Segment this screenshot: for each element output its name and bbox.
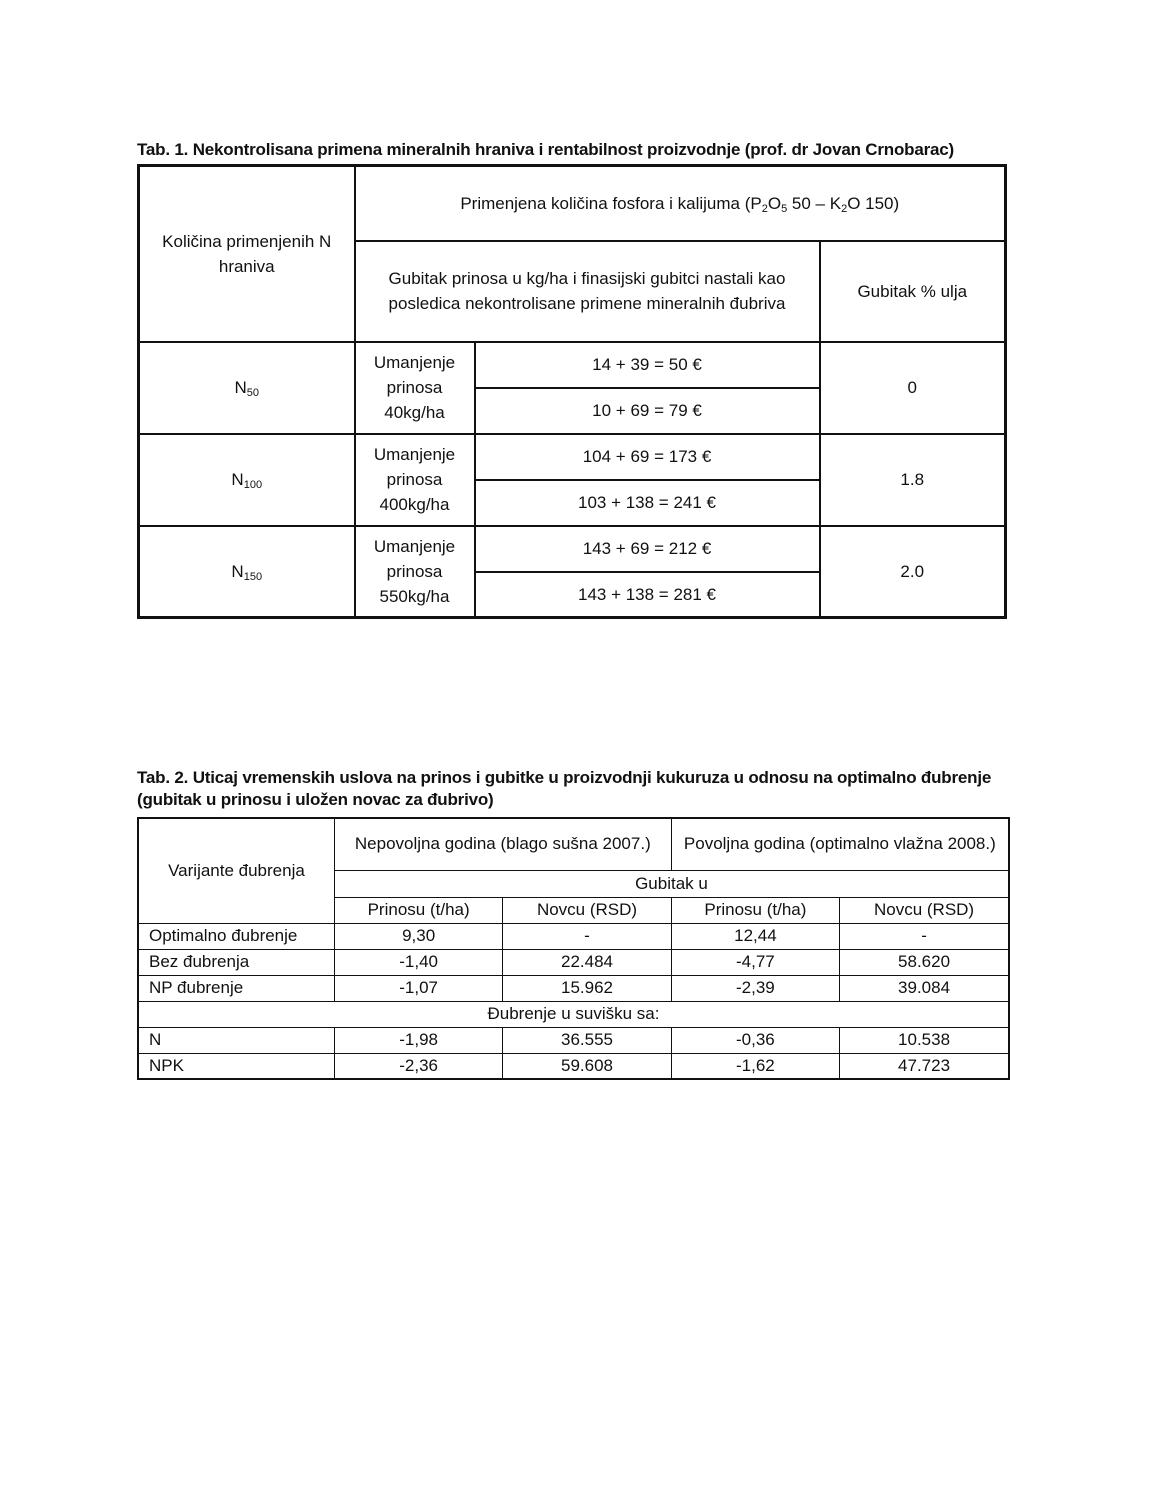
table-row — [138, 975, 1009, 1001]
header-money: Novcu (RSD) — [503, 897, 671, 923]
row-oil-loss: 2.0 — [820, 526, 1006, 618]
row-calc: 104 + 69 = 173 € — [475, 434, 820, 480]
cell-yield-2008: -2,39 — [671, 975, 839, 1001]
row-label: NPK — [138, 1053, 334, 1079]
cell-yield-2008: -1,62 — [671, 1053, 839, 1079]
cell-yield-2007: -1,07 — [334, 975, 502, 1001]
row-calc: 10 + 69 = 79 € — [475, 388, 820, 434]
cell-money-2007: 15.962 — [503, 975, 671, 1001]
header-year-2008: Povoljna godina (optimalno vlažna 2008.) — [671, 818, 1009, 870]
header-oil-loss: Gubitak % ulja — [820, 241, 1006, 342]
cell-money-2007: - — [503, 923, 671, 949]
table-row — [138, 1053, 1009, 1079]
cell-money-2007: 22.484 — [503, 949, 671, 975]
header-n-quantity: Količina primenjenih N hraniva — [139, 166, 355, 342]
header-loss-in: Gubitak u — [334, 870, 1009, 897]
cell-money-2007: 59.608 — [503, 1053, 671, 1079]
cell-yield-2008: -0,36 — [671, 1027, 839, 1053]
row-calc: 14 + 39 = 50 € — [475, 342, 820, 388]
header-yield: Prinosu (t/ha) — [334, 897, 502, 923]
row-label: Bez đubrenja — [138, 949, 334, 975]
row-oil-loss: 0 — [820, 342, 1006, 434]
row-reduction: Umanjenje prinosa 40kg/ha — [355, 342, 475, 434]
header-year-2007: Nepovoljna godina (blago sušna 2007.) — [334, 818, 671, 870]
header-yield-loss: Gubitak prinosa u kg/ha i finasijski gubitci nastali kao posledica nekontrolisane primene mineralnih đubriva — [355, 241, 820, 342]
row-calc: 143 + 138 = 281 € — [475, 572, 820, 618]
excess-section-label: Đubrenje u suvišku sa: — [138, 1001, 1009, 1027]
cell-money-2008: 58.620 — [840, 949, 1009, 975]
row-calc: 103 + 138 = 241 € — [475, 480, 820, 526]
row-reduction: Umanjenje prinosa 400kg/ha — [355, 434, 475, 526]
row-label: NP đubrenje — [138, 975, 334, 1001]
row-n-label: $N_{100}$ — [139, 434, 355, 526]
table-row — [138, 949, 1009, 975]
row-n-label: $N_{50}$ — [139, 342, 355, 434]
row-calc: 143 + 69 = 212 € — [475, 526, 820, 572]
row-label: N — [138, 1027, 334, 1053]
cell-yield-2007: -1,40 — [334, 949, 502, 975]
header-money: Novcu (RSD) — [840, 897, 1009, 923]
header-variants: Varijante đubrenja — [138, 818, 334, 923]
table2 — [137, 817, 1010, 1080]
table1-caption: Tab. 1. Nekontrolisana primena mineralnih hraniva i rentabilnost proizvodnje (prof. dr Jovan Crnobarac) — [137, 140, 954, 159]
cell-money-2008: 47.723 — [840, 1053, 1009, 1079]
table1 — [137, 164, 1007, 619]
row-n-label: $N_{150}$ — [139, 526, 355, 618]
cell-yield-2008: 12,44 — [671, 923, 839, 949]
cell-money-2008: 10.538 — [840, 1027, 1009, 1053]
table2-caption: Tab. 2. Uticaj vremenskih uslova na prinos i gubitke u proizvodnji kukuruza u odnosu na optimalno đubrenje (gubitak u prinosu i uložen novac za đubrivo) — [137, 768, 992, 809]
cell-yield-2007: 9,30 — [334, 923, 502, 949]
cell-money-2008: 39.084 — [840, 975, 1009, 1001]
cell-yield-2007: -1,98 — [334, 1027, 502, 1053]
header-applied-p-k: Primenjena količina fosfora i kalijuma ($P_2O_5$ $50 - K_2O$ 150) — [355, 166, 1006, 241]
table-row — [138, 1027, 1009, 1053]
row-label: Optimalno đubrenje — [138, 923, 334, 949]
cell-yield-2007: -2,36 — [334, 1053, 502, 1079]
cell-money-2007: 36.555 — [503, 1027, 671, 1053]
table-row — [138, 923, 1009, 949]
cell-yield-2008: -4,77 — [671, 949, 839, 975]
header-yield: Prinosu (t/ha) — [671, 897, 839, 923]
row-reduction: Umanjenje prinosa 550kg/ha — [355, 526, 475, 618]
cell-money-2008: - — [840, 923, 1009, 949]
row-oil-loss: 1.8 — [820, 434, 1006, 526]
